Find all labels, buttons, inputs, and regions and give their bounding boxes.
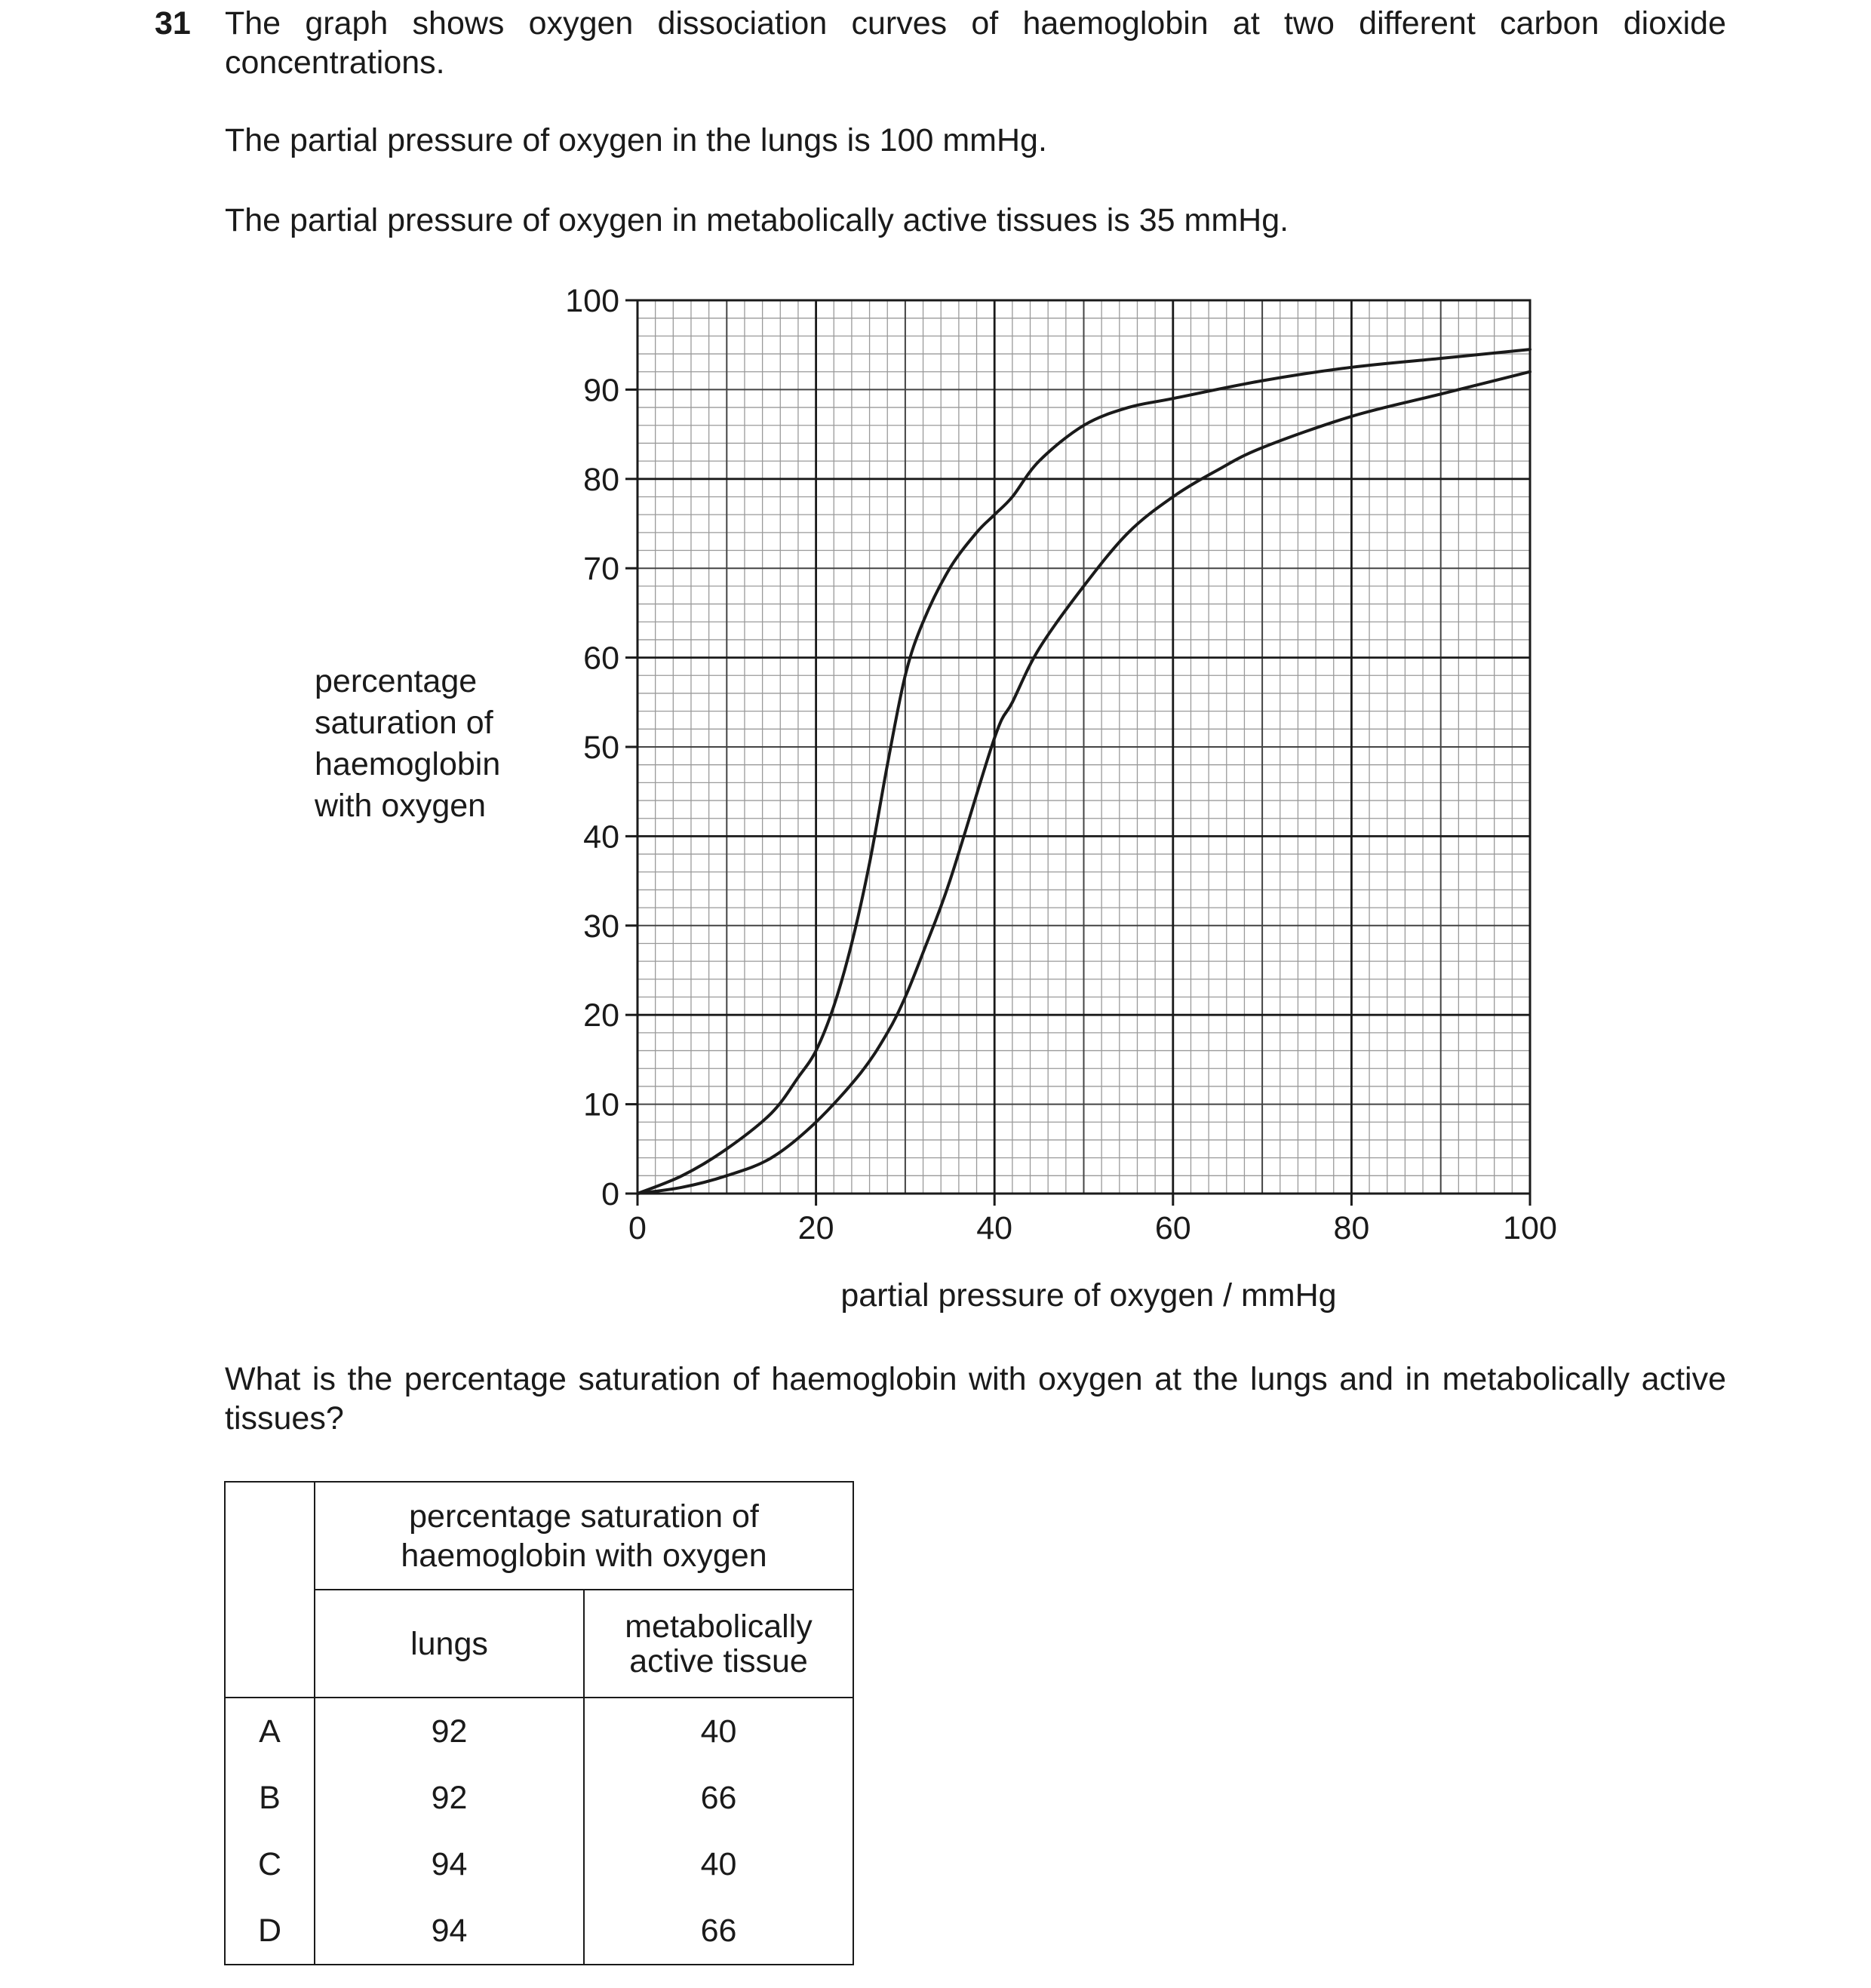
y-axis-title-line: saturation of bbox=[315, 705, 493, 741]
y-axis-title bbox=[315, 661, 500, 827]
lungs-value: 92 bbox=[315, 1698, 584, 1765]
x-tick-label: 0 bbox=[628, 1210, 647, 1246]
question-prompt: What is the percentage saturation of haemoglobin with oxygen at the lungs and in metabolically active tissues? bbox=[225, 1361, 1726, 1436]
option-letter: C bbox=[225, 1831, 315, 1897]
tissue-value: 40 bbox=[584, 1698, 853, 1765]
x-tick-label: 40 bbox=[976, 1210, 1013, 1246]
question-intro: The graph shows oxygen dissociation curves of haemoglobin at two different carbon dioxide concentrations. bbox=[225, 5, 1726, 81]
statement-tissues: The partial pressure of oxygen in metabolically active tissues is 35 mmHg. bbox=[225, 202, 1289, 238]
tissue-value: 40 bbox=[584, 1831, 853, 1897]
option-row bbox=[225, 1831, 853, 1897]
header-line: metabolically bbox=[625, 1608, 813, 1645]
y-tick-label: 0 bbox=[601, 1176, 619, 1212]
lungs-value: 94 bbox=[315, 1897, 584, 1965]
option-row bbox=[225, 1698, 853, 1765]
y-tick-label: 70 bbox=[583, 551, 619, 588]
y-tick-label: 40 bbox=[583, 819, 619, 856]
answer-table-header bbox=[315, 1482, 853, 1590]
statement-lungs: The partial pressure of oxygen in the lungs is 100 mmHg. bbox=[225, 122, 1047, 158]
column-header-tissue bbox=[584, 1590, 853, 1698]
option-letter: D bbox=[225, 1897, 315, 1965]
y-tick-label: 60 bbox=[583, 640, 619, 677]
lungs-value: 94 bbox=[315, 1831, 584, 1897]
lungs-value: 92 bbox=[315, 1765, 584, 1831]
x-tick-label: 60 bbox=[1154, 1210, 1191, 1246]
column-header-lungs: lungs bbox=[315, 1590, 584, 1698]
tissue-value: 66 bbox=[584, 1897, 853, 1965]
question-number: 31 bbox=[155, 5, 191, 41]
x-tick-label: 20 bbox=[797, 1210, 834, 1246]
option-row bbox=[225, 1897, 853, 1965]
y-tick-label: 80 bbox=[583, 461, 619, 498]
x-axis-title: partial pressure of oxygen / mmHg bbox=[840, 1277, 1337, 1314]
answer-table-corner bbox=[225, 1482, 315, 1698]
y-tick-label: 20 bbox=[583, 997, 619, 1034]
y-axis-title-line: haemoglobin bbox=[315, 746, 501, 782]
y-axis-title-line: with oxygen bbox=[315, 788, 487, 824]
header-line: haemoglobin with oxygen bbox=[401, 1537, 767, 1574]
option-row bbox=[225, 1765, 853, 1831]
header-line: active tissue bbox=[629, 1642, 808, 1679]
header-line: percentage saturation of bbox=[409, 1498, 759, 1535]
y-tick-label: 10 bbox=[583, 1086, 619, 1123]
y-tick-label: 50 bbox=[583, 730, 619, 766]
x-tick-label: 80 bbox=[1333, 1210, 1370, 1246]
y-tick-label: 90 bbox=[583, 372, 619, 409]
y-tick-label: 30 bbox=[583, 908, 619, 945]
y-axis-title-line: percentage bbox=[315, 663, 478, 699]
option-letter: B bbox=[225, 1765, 315, 1831]
answer-table bbox=[224, 1481, 854, 1965]
tissue-value: 66 bbox=[584, 1765, 853, 1831]
x-tick-label: 100 bbox=[1503, 1210, 1557, 1246]
option-letter: A bbox=[225, 1698, 315, 1765]
y-tick-label: 100 bbox=[565, 283, 619, 319]
